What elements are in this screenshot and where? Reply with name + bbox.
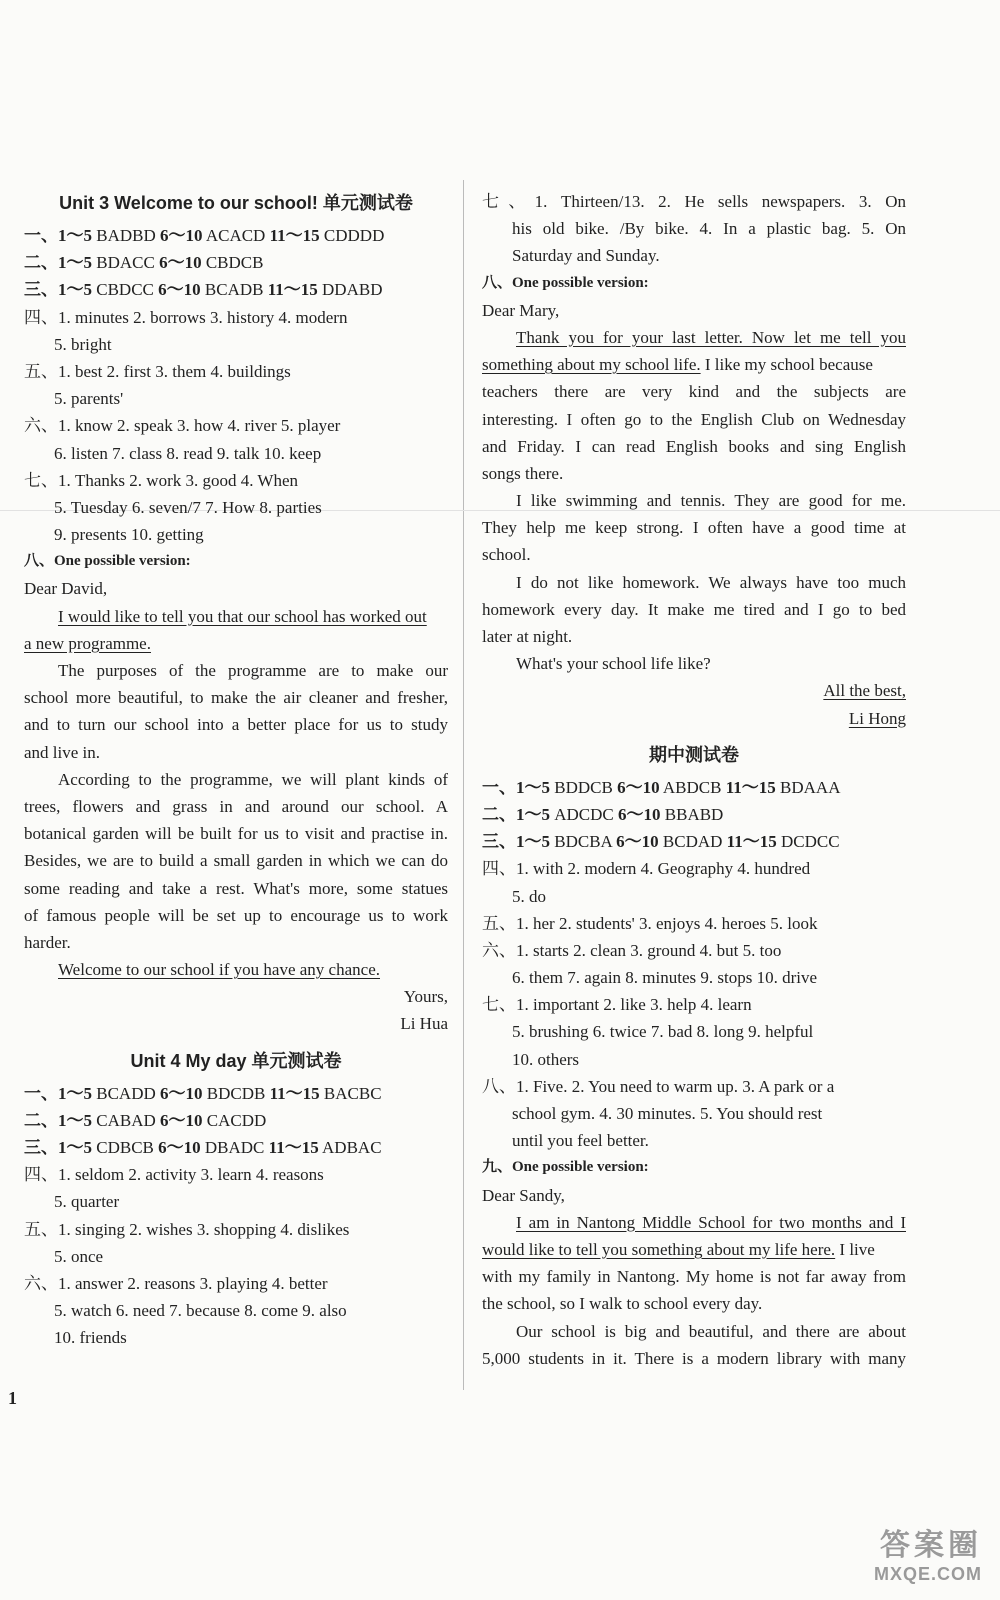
text-line: I do not like homework. We always have too much bbox=[516, 572, 906, 592]
watermark-url: MXQE.COM bbox=[873, 1564, 982, 1584]
text-line: his old bike. /By bike. 4. In a plastic bag. 5. On bbox=[512, 219, 906, 239]
answer-line: 六、1. starts 2. clean 3. ground 4. but 5. too bbox=[482, 940, 782, 960]
answer-v: CABAD bbox=[92, 1110, 161, 1130]
answer-line: school gym. 4. 30 minutes. 5. You should rest bbox=[512, 1104, 823, 1123]
answer-row bbox=[24, 1080, 448, 1107]
answer-line: 9. presents 10. getting bbox=[54, 525, 204, 545]
answer-k: 二、1～5 bbox=[24, 1110, 92, 1130]
midterm-underlined-line-1: I am in Nantong Middle School for two months and I bbox=[516, 1212, 906, 1232]
text-line: school more beautiful, to make the air cleaner and fresher, bbox=[24, 688, 448, 708]
answer-v2: BCDAD bbox=[658, 832, 727, 852]
answer-line: until you feel better. bbox=[512, 1131, 649, 1151]
answer-v2: DBADC bbox=[200, 1138, 269, 1157]
answer-k2: 6～10 bbox=[159, 253, 202, 273]
letter-greeting: Dear Mary, bbox=[482, 300, 560, 320]
text-line: of famous people will be set up to encourage us to work bbox=[24, 905, 448, 925]
unit3-signoff: Yours, bbox=[403, 987, 448, 1007]
answer-line: 四、1. seldom 2. activity 3. learn 4. reasons bbox=[24, 1165, 324, 1185]
answer-line: 5. do bbox=[512, 886, 546, 906]
text-line: the school, so I walk to school every day. bbox=[482, 1294, 763, 1314]
letter-body bbox=[482, 378, 906, 677]
answer-line: 5. brushing 6. twice 7. bad 8. long 9. helpful bbox=[512, 1022, 814, 1042]
text-line: with my family in Nantong. My home is not far away from bbox=[482, 1267, 906, 1287]
midterm-choice-answers bbox=[482, 774, 906, 856]
text-line: trees, flowers and grass in and around our school. A bbox=[24, 796, 448, 816]
answer-row bbox=[482, 801, 906, 828]
unit3-underlined-line-1: I would like to tell you that our school has worked out bbox=[58, 606, 427, 626]
answer-k2: 6～10 bbox=[160, 1083, 203, 1103]
midterm-line-2 bbox=[482, 1236, 906, 1263]
answer-k: 一、1～5 bbox=[24, 226, 92, 245]
answer-v2: BBABD bbox=[660, 804, 724, 824]
answer-line: 6. listen 7. class 8. read 9. talk 10. keep bbox=[54, 443, 322, 463]
text-line: Besides, we are to build a small garden in which we can do bbox=[24, 851, 448, 871]
watermark-chinese: 答案圈 bbox=[880, 1529, 982, 1562]
answer-v3: DCDCC bbox=[776, 832, 840, 852]
answer-k3: 11～15 bbox=[268, 1138, 319, 1157]
answer-v: BCADD bbox=[92, 1083, 161, 1103]
answer-k: 一、1～5 bbox=[24, 1083, 92, 1103]
answer-v3: DDABD bbox=[317, 280, 383, 300]
text-line: The purposes of the programme are to make our bbox=[58, 661, 448, 680]
answer-k3: 11～15 bbox=[269, 1083, 320, 1103]
answer-v2: BCADB bbox=[200, 280, 268, 300]
unit3-essay-label: 八、One possible version: bbox=[24, 553, 191, 570]
answer-line: 5. once bbox=[54, 1246, 104, 1266]
answer-line: 6. them 7. again 8. minutes 9. stops 10. drive bbox=[512, 968, 818, 988]
answer-line: 六、1. answer 2. reasons 3. playing 4. better bbox=[24, 1273, 328, 1293]
text-line: and Friday. I can read English books and sing English bbox=[482, 436, 906, 456]
answer-k: 三、1～5 bbox=[24, 280, 92, 300]
text-line: Saturday and Sunday. bbox=[512, 246, 660, 266]
answer-k2: 6～10 bbox=[158, 280, 201, 300]
answer-v3: ADBAC bbox=[318, 1138, 382, 1157]
answer-v2: ACACD bbox=[202, 226, 270, 245]
answer-k2: 6～10 bbox=[158, 1138, 201, 1157]
text-line: teachers there are very kind and the subjects are bbox=[482, 382, 906, 402]
letter-line-2 bbox=[482, 351, 906, 378]
text-line: and live in. bbox=[24, 742, 101, 762]
answer-line: 五、1. her 2. students' 3. enjoys 4. heroes 5. look bbox=[482, 913, 818, 933]
letter-underlined-line-2: something about my school life. bbox=[482, 355, 701, 375]
midterm-underlined-line-2: would like to tell you something about my life here. bbox=[482, 1239, 836, 1259]
text-line: According to the programme, we will plant kinds of bbox=[58, 769, 448, 789]
answer-v: ADCDC bbox=[550, 804, 619, 824]
answer-row bbox=[482, 774, 906, 801]
answer-line: 七、1. Thanks 2. work 3. good 4. When bbox=[24, 470, 299, 490]
letter-signature-text: Li Hong bbox=[848, 708, 906, 728]
text-line: 5,000 students in it. There is a modern library with many bbox=[482, 1348, 906, 1368]
answer-row bbox=[24, 249, 448, 276]
midterm-word-answers bbox=[482, 855, 906, 1154]
answer-line: 七、1. important 2. like 3. help 4. learn bbox=[482, 995, 752, 1015]
answer-v: BADBD bbox=[92, 226, 161, 245]
answer-v2: CACDD bbox=[202, 1110, 267, 1130]
reading-answers bbox=[482, 188, 906, 270]
answer-k2: 6～10 bbox=[616, 832, 659, 852]
text-line: interesting. I often go to the English Club on Wednesday bbox=[482, 409, 906, 429]
unit3-word-answers bbox=[24, 304, 448, 549]
text-line: harder. bbox=[24, 932, 71, 952]
letter-underlined-line-1: Thank you for your last letter. Now let me tell you bbox=[516, 327, 906, 347]
midterm-line-2-rest: I live bbox=[835, 1239, 875, 1259]
answer-line: 五、1. best 2. first 3. them 4. buildings bbox=[24, 361, 291, 381]
answer-line: 5. parents' bbox=[54, 389, 124, 409]
answer-v: CDBCB bbox=[92, 1138, 159, 1157]
unit3-essay-body bbox=[24, 657, 448, 956]
text-line: Our school is big and beautiful, and there are about bbox=[516, 1321, 906, 1341]
answer-line: 5. bright bbox=[54, 334, 112, 354]
text-line: and to turn our school into a better place for us to study bbox=[24, 715, 448, 735]
answer-row bbox=[24, 1107, 448, 1134]
unit3-choice-answers bbox=[24, 222, 448, 304]
answer-k3: 11～15 bbox=[726, 832, 777, 852]
text-line: later at night. bbox=[482, 627, 573, 646]
watermark-logo bbox=[812, 1520, 982, 1586]
answer-k2: 6～10 bbox=[618, 804, 661, 824]
answer-v3: CDDDD bbox=[319, 226, 385, 245]
answer-v3: BDAAA bbox=[775, 777, 841, 797]
unit3-underlined-line-2: a new programme. bbox=[24, 633, 151, 653]
unit4-word-answers bbox=[24, 1161, 448, 1351]
right-column bbox=[482, 188, 906, 1372]
text-line: 七、1. Thirteen/13. 2. He sells newspapers. 3. On bbox=[482, 192, 906, 211]
answer-line: 5. watch 6. need 7. because 8. come 9. also bbox=[54, 1301, 347, 1321]
answer-v2: ABDCB bbox=[659, 777, 726, 797]
text-line: school. bbox=[482, 545, 531, 565]
answer-v2: CBDCB bbox=[201, 253, 264, 273]
text-line: songs there. bbox=[482, 463, 564, 483]
answer-v: BDACC bbox=[92, 253, 160, 273]
answer-k: 一、1～5 bbox=[482, 777, 550, 797]
letter-line-2-rest: I like my school because bbox=[700, 355, 873, 375]
column-divider bbox=[463, 180, 464, 1390]
answer-line: 10. friends bbox=[54, 1328, 127, 1348]
answer-line: 六、1. know 2. speak 3. how 4. river 5. player bbox=[24, 416, 341, 436]
answer-v: CBDCC bbox=[92, 280, 159, 300]
answer-v: BDDCB bbox=[550, 777, 618, 797]
answer-line: 5. quarter bbox=[54, 1192, 120, 1212]
answer-line: 5. Tuesday 6. seven/7 7. How 8. parties bbox=[54, 497, 322, 517]
page-number: 1 bbox=[8, 1388, 17, 1408]
answer-v3: BACBC bbox=[319, 1083, 382, 1103]
answer-line: 10. others bbox=[512, 1049, 580, 1069]
midterm-essay-label: 九、One possible version: bbox=[482, 1159, 649, 1176]
answer-v2: BDCDB bbox=[202, 1083, 270, 1103]
letter-signature bbox=[482, 705, 906, 732]
answer-row bbox=[24, 1134, 448, 1161]
left-column bbox=[24, 188, 448, 1352]
answer-k3: 11～15 bbox=[269, 226, 320, 245]
text-line: homework every day. It make me tired and I go to bed bbox=[482, 599, 906, 619]
answer-k: 三、1～5 bbox=[482, 832, 550, 852]
midterm-greeting: Dear Sandy, bbox=[482, 1185, 565, 1205]
unit4-title: Unit 4 My day 单元测试卷 bbox=[130, 1050, 342, 1071]
answer-k: 三、1～5 bbox=[24, 1138, 92, 1157]
text-line: What's your school life like? bbox=[516, 654, 711, 674]
midterm-essay-body bbox=[482, 1263, 906, 1372]
essay-label: 八、One possible version: bbox=[482, 274, 649, 291]
answer-k: 二、1～5 bbox=[482, 804, 550, 824]
answer-line: 五、1. singing 2. wishes 3. shopping 4. dislikes bbox=[24, 1219, 350, 1239]
unit3-greeting: Dear David, bbox=[24, 579, 108, 599]
answer-line: 八、1. Five. 2. You need to warm up. 3. A park or a bbox=[482, 1076, 835, 1096]
answer-line: 四、1. minutes 2. borrows 3. history 4. modern bbox=[24, 307, 348, 327]
answer-k: 二、1～5 bbox=[24, 253, 92, 273]
answer-k2: 6～10 bbox=[160, 226, 203, 245]
unit3-signature: Li Hua bbox=[400, 1014, 448, 1034]
answer-row bbox=[24, 222, 448, 249]
midterm-title: 期中测试卷 bbox=[649, 744, 739, 765]
answer-row bbox=[482, 828, 906, 855]
answer-k2: 6～10 bbox=[160, 1110, 203, 1130]
answer-k3: 11～15 bbox=[267, 280, 318, 300]
text-line: botanical garden will be built for us to visit and practise in. bbox=[24, 824, 448, 844]
text-line: I like swimming and tennis. They are good for me. bbox=[516, 491, 906, 511]
answer-row bbox=[24, 276, 448, 303]
answer-k2: 6～10 bbox=[617, 777, 660, 797]
unit3-title: Unit 3 Welcome to our school! 单元测试卷 bbox=[59, 193, 413, 213]
letter-signoff bbox=[482, 677, 906, 704]
answer-k3: 11～15 bbox=[725, 777, 776, 797]
unit3-closing-line: Welcome to our school if you have any chance. bbox=[58, 960, 380, 980]
letter-signoff-text: All the best, bbox=[823, 681, 906, 701]
answer-line: 四、1. with 2. modern 4. Geography 4. hundred bbox=[482, 859, 811, 879]
unit4-choice-answers bbox=[24, 1080, 448, 1162]
answer-v: BDCBA bbox=[550, 832, 617, 852]
text-line: some reading and take a rest. What's more, some statues bbox=[24, 878, 448, 898]
text-line: They help me keep strong. I often have a good time at bbox=[482, 518, 906, 538]
